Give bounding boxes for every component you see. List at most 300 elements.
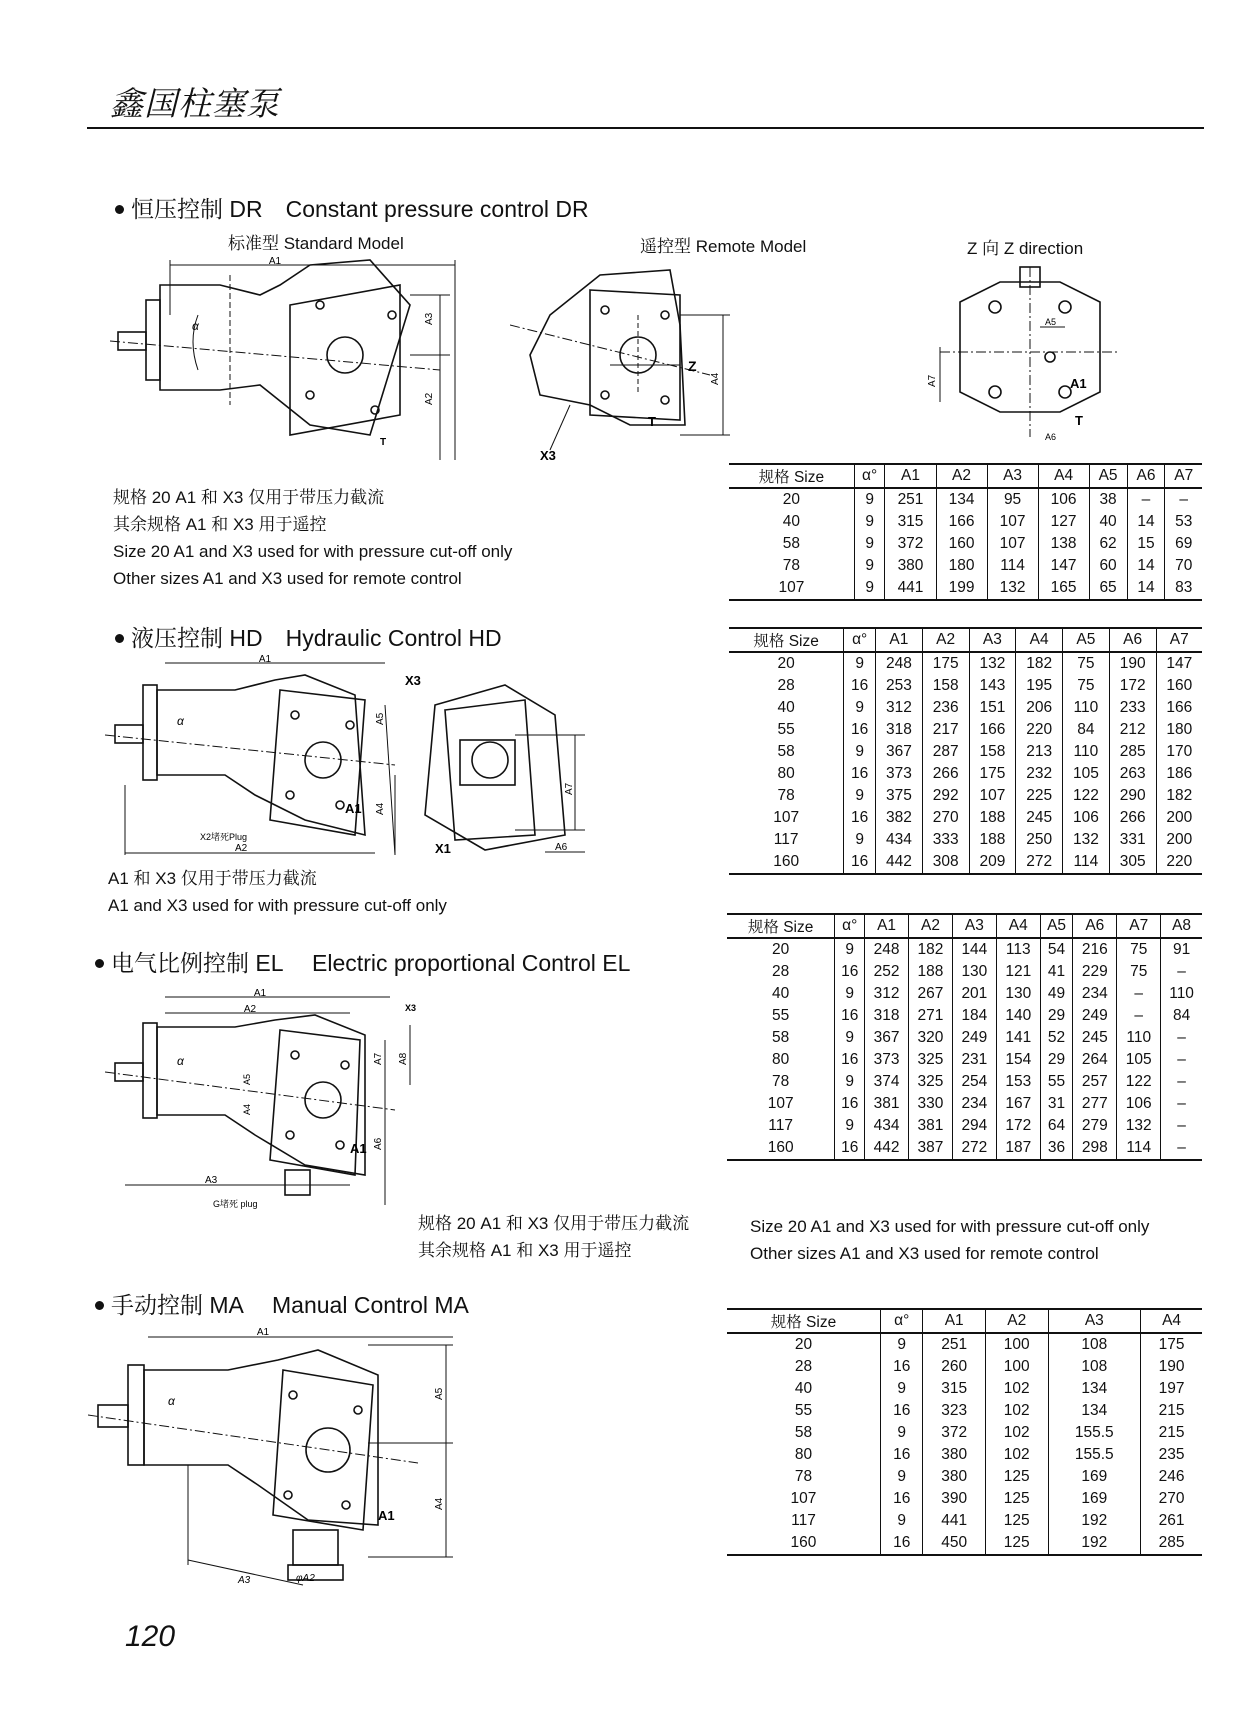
table-header-cell: A3 xyxy=(952,914,996,938)
table-cell: 64 xyxy=(1040,1115,1073,1137)
table-cell: 105 xyxy=(1117,1049,1161,1071)
table-cell: 29 xyxy=(1040,1049,1073,1071)
table-cell: 9 xyxy=(844,741,876,763)
table-cell: 9 xyxy=(844,697,876,719)
table-header-cell: A4 xyxy=(1141,1309,1202,1333)
hd-note-line: A1 and X3 used for with pressure cut-off only xyxy=(108,896,447,915)
table-cell: 9 xyxy=(835,938,865,961)
table-cell: 182 xyxy=(1016,652,1063,675)
table-cell: 102 xyxy=(985,1378,1048,1400)
table-cell: 16 xyxy=(835,1049,865,1071)
table-cell: 381 xyxy=(909,1115,953,1137)
table-cell: 147 xyxy=(1166,655,1193,672)
table-cell: 144 xyxy=(952,938,996,961)
table-cell: 245 xyxy=(1073,1027,1117,1049)
table-cell: 132 xyxy=(987,577,1038,600)
table-row xyxy=(727,1466,1202,1488)
table-cell: 175 xyxy=(969,763,1016,785)
table-cell: 49 xyxy=(1040,983,1073,1005)
el-port-label-a1: A1 xyxy=(350,1141,367,1156)
table-cell: 294 xyxy=(952,1115,996,1137)
table-cell: 279 xyxy=(1073,1115,1117,1137)
hd-port-label-a1: A1 xyxy=(345,801,362,816)
table-cell: 110 xyxy=(1117,1027,1161,1049)
table-cell: 308 xyxy=(922,851,969,874)
dr-notes xyxy=(113,484,512,592)
table-cell: 107 xyxy=(969,785,1016,807)
table-cell: 285 xyxy=(1109,741,1156,763)
table-header-cell: A7 xyxy=(1117,914,1161,938)
table-cell: 442 xyxy=(865,1137,909,1160)
table-cell: – xyxy=(1177,1051,1186,1068)
port-label-t-z: T xyxy=(1075,413,1083,428)
table-row xyxy=(729,719,1202,741)
table-cell: 75 xyxy=(1063,675,1110,697)
table-cell: 172 xyxy=(996,1115,1040,1137)
table-cell: 160 xyxy=(729,851,844,874)
hd-port-label-x3: X3 xyxy=(405,673,421,688)
table-cell: 132 xyxy=(969,652,1016,675)
table-cell: 78 xyxy=(727,1466,880,1488)
table-row xyxy=(729,652,1202,675)
table-header-cell: A2 xyxy=(922,628,969,652)
hd-drawing xyxy=(105,655,595,860)
table-row xyxy=(727,1378,1202,1400)
table-cell: 20 xyxy=(729,488,854,511)
table-row xyxy=(727,983,1202,1005)
table-cell: – xyxy=(1177,1117,1186,1134)
dim-label-a5-z: A5 xyxy=(1045,317,1057,327)
table-cell: 16 xyxy=(880,1444,922,1466)
table-cell: 58 xyxy=(727,1422,880,1444)
table-cell: 298 xyxy=(1073,1137,1117,1160)
ma-drawing xyxy=(88,1325,463,1605)
table-cell: 107 xyxy=(729,577,854,600)
table-cell: – xyxy=(1177,1073,1186,1090)
table-cell: 257 xyxy=(1073,1071,1117,1093)
table-cell: 110 xyxy=(1063,741,1110,763)
dr-note-line: 规格 20 A1 和 X3 仅用于带压力截流 xyxy=(113,488,385,507)
table-cell: 9 xyxy=(854,488,885,511)
table-cell: 331 xyxy=(1109,829,1156,851)
table-cell: 102 xyxy=(985,1422,1048,1444)
dim-label-a2: A2 xyxy=(424,392,435,405)
table-cell: 9 xyxy=(880,1422,922,1444)
table-cell: 175 xyxy=(1158,1336,1185,1353)
table-cell: 141 xyxy=(996,1027,1040,1049)
table-cell: 213 xyxy=(1016,741,1063,763)
table-cell: 315 xyxy=(885,511,936,533)
el-dim-label-a7: A7 xyxy=(373,1052,384,1065)
table-cell: 134 xyxy=(936,488,987,511)
dr-remote-drawing xyxy=(510,255,740,460)
table-cell: 9 xyxy=(844,652,876,675)
el-dim-label-a6: A6 xyxy=(373,1137,384,1150)
table-cell: 169 xyxy=(1048,1466,1141,1488)
table-cell: 28 xyxy=(727,961,835,983)
table-cell: 182 xyxy=(1166,787,1193,804)
table-cell: 184 xyxy=(952,1005,996,1027)
table-cell: 180 xyxy=(1166,721,1193,738)
table-cell: 40 xyxy=(727,1378,880,1400)
table-cell: 31 xyxy=(1040,1093,1073,1115)
dr-standard-caption: 标准型 Standard Model xyxy=(228,234,404,253)
table-cell: 434 xyxy=(865,1115,909,1137)
port-label-a1-z: A1 xyxy=(1070,376,1087,391)
el-note-line: 规格 20 A1 和 X3 仅用于带压力截流 xyxy=(418,1214,690,1233)
table-header-cell: A3 xyxy=(1048,1309,1141,1333)
dr-dimension-table xyxy=(729,463,1202,601)
el-dimension-table xyxy=(727,913,1202,1161)
table-cell: 305 xyxy=(1109,851,1156,874)
table-cell: 134 xyxy=(1048,1400,1141,1422)
table-header-cell: A7 xyxy=(1165,464,1202,488)
bullet-icon xyxy=(115,634,124,643)
table-header-row xyxy=(727,914,1202,938)
table-header-cell: A4 xyxy=(1038,464,1089,488)
dim-label-a4: A4 xyxy=(710,372,721,385)
table-cell: 236 xyxy=(922,697,969,719)
table-cell: 83 xyxy=(1165,577,1202,600)
table-header-cell: A6 xyxy=(1109,628,1156,652)
table-cell: 38 xyxy=(1089,488,1127,511)
table-cell: – xyxy=(1177,1029,1186,1046)
table-row xyxy=(727,1071,1202,1093)
table-cell: 106 xyxy=(1063,807,1110,829)
table-cell: 441 xyxy=(885,577,936,600)
section-title-hd xyxy=(115,620,502,653)
table-row xyxy=(727,1400,1202,1422)
dr-standard-drawing xyxy=(110,255,470,470)
dr-zdir-caption: Z 向 Z direction xyxy=(967,239,1084,258)
table-cell: 16 xyxy=(880,1400,922,1422)
ma-dim-label-phi-a2: φA2 xyxy=(296,1573,315,1584)
table-header-cell: A2 xyxy=(936,464,987,488)
port-label-t-remote: T xyxy=(648,414,656,429)
el-plug-label: G堵死 plug xyxy=(213,1199,258,1209)
table-cell: 140 xyxy=(996,1005,1040,1027)
table-cell: 192 xyxy=(1048,1532,1141,1555)
table-row xyxy=(729,488,1202,511)
table-cell: 367 xyxy=(865,1027,909,1049)
ma-dim-label-a1: A1 xyxy=(256,1327,270,1338)
table-cell: 266 xyxy=(1109,807,1156,829)
table-cell: 175 xyxy=(922,652,969,675)
table-cell: 154 xyxy=(996,1049,1040,1071)
table-cell: 235 xyxy=(1158,1446,1185,1463)
table-cell: 69 xyxy=(1175,535,1193,552)
table-header-cell: A5 xyxy=(1063,628,1110,652)
section-title-dr xyxy=(115,191,589,224)
table-cell: 107 xyxy=(987,511,1038,533)
table-row xyxy=(729,785,1202,807)
table-header-cell: α° xyxy=(835,914,865,938)
table-cell: 318 xyxy=(865,1005,909,1027)
dr-title-text: 恒压控制 DR Constant pressure control DR xyxy=(131,196,589,222)
bullet-icon xyxy=(95,1301,104,1310)
table-cell: 16 xyxy=(835,1005,865,1027)
el-notes-cn xyxy=(418,1210,689,1264)
table-cell: 14 xyxy=(1127,555,1165,577)
table-cell: 158 xyxy=(922,675,969,697)
table-row xyxy=(729,851,1202,874)
table-cell: 107 xyxy=(729,807,844,829)
table-cell: 200 xyxy=(1166,809,1193,826)
table-cell: 250 xyxy=(1016,829,1063,851)
table-cell: 270 xyxy=(1158,1490,1185,1507)
table-cell: 367 xyxy=(876,741,923,763)
table-cell: 387 xyxy=(909,1137,953,1160)
table-cell: 84 xyxy=(1172,1007,1191,1024)
table-cell: 220 xyxy=(1156,851,1202,874)
table-cell: 28 xyxy=(727,1356,880,1378)
table-header-cell: A4 xyxy=(996,914,1040,938)
table-cell: 9 xyxy=(844,829,876,851)
hd-dim-label-a7: A7 xyxy=(564,782,575,795)
table-cell: 325 xyxy=(909,1049,953,1071)
table-cell: 58 xyxy=(727,1027,835,1049)
table-cell: 320 xyxy=(909,1027,953,1049)
el-dim-label-a3: A3 xyxy=(205,1175,218,1186)
table-cell: 107 xyxy=(987,533,1038,555)
table-cell: 167 xyxy=(996,1093,1040,1115)
table-cell: 442 xyxy=(876,851,923,874)
table-cell: 16 xyxy=(844,763,876,785)
table-row xyxy=(729,533,1202,555)
table-cell: – xyxy=(1117,983,1161,1005)
table-row xyxy=(727,1005,1202,1027)
hd-plug-label: X2堵死Plug xyxy=(200,832,248,842)
z-arrow-label: Z xyxy=(688,358,697,374)
table-cell: 206 xyxy=(1016,697,1063,719)
table-cell: 172 xyxy=(1109,675,1156,697)
table-cell: 80 xyxy=(729,763,844,785)
table-cell: 9 xyxy=(835,1027,865,1049)
table-cell: 200 xyxy=(1166,831,1193,848)
table-row xyxy=(729,511,1202,533)
table-cell: 270 xyxy=(922,807,969,829)
table-cell: 91 xyxy=(1172,941,1191,958)
table-cell: 9 xyxy=(880,1333,922,1356)
table-cell: 113 xyxy=(996,938,1040,961)
table-cell: 312 xyxy=(876,697,923,719)
table-cell: 28 xyxy=(729,675,844,697)
hd-note-line: A1 和 X3 仅用于带压力截流 xyxy=(108,869,317,888)
angle-label: α xyxy=(192,319,199,333)
table-cell: 330 xyxy=(909,1093,953,1115)
table-cell: 234 xyxy=(952,1093,996,1115)
hd-dim-label-a4: A4 xyxy=(375,802,386,815)
table-header-cell: α° xyxy=(854,464,885,488)
table-row xyxy=(727,1137,1202,1160)
table-cell: 9 xyxy=(854,555,885,577)
table-cell: 75 xyxy=(1117,961,1161,983)
table-cell: 58 xyxy=(729,533,854,555)
dim-label-a7-z: A7 xyxy=(927,374,938,387)
table-cell: 114 xyxy=(1063,851,1110,874)
table-cell: 65 xyxy=(1089,577,1127,600)
table-row xyxy=(727,1510,1202,1532)
table-cell: 267 xyxy=(909,983,953,1005)
table-cell: 16 xyxy=(880,1488,922,1510)
table-row xyxy=(729,763,1202,785)
port-label-t: T xyxy=(380,437,387,448)
port-label-x3: X3 xyxy=(540,448,556,460)
table-cell: – xyxy=(1127,488,1165,511)
table-cell: 40 xyxy=(1089,511,1127,533)
ma-dim-label-a3: A3 xyxy=(238,1575,251,1586)
table-row xyxy=(727,1027,1202,1049)
table-cell: 20 xyxy=(729,652,844,675)
table-header-cell: 规格 Size xyxy=(729,628,844,652)
hd-dim-label-a6: A6 xyxy=(555,842,568,853)
hd-port-label-x1: X1 xyxy=(435,841,451,856)
el-note-line: 其余规格 A1 和 X3 用于遥控 xyxy=(418,1241,632,1260)
table-cell: 114 xyxy=(1117,1137,1161,1160)
table-cell: 9 xyxy=(854,511,885,533)
table-cell: 102 xyxy=(985,1444,1048,1466)
table-cell: 190 xyxy=(1158,1358,1185,1375)
table-cell: 29 xyxy=(1040,1005,1073,1027)
table-row xyxy=(729,555,1202,577)
table-cell: 380 xyxy=(885,555,936,577)
table-cell: 106 xyxy=(1117,1093,1161,1115)
table-cell: 233 xyxy=(1109,697,1156,719)
table-cell: 232 xyxy=(1016,763,1063,785)
el-dim-label-a1: A1 xyxy=(253,988,267,999)
table-cell: – xyxy=(1161,1137,1202,1160)
table-cell: 40 xyxy=(727,983,835,1005)
table-header-cell: A4 xyxy=(1016,628,1063,652)
table-cell: 75 xyxy=(1117,938,1161,961)
table-row xyxy=(729,675,1202,697)
table-cell: 84 xyxy=(1063,719,1110,741)
table-cell: 166 xyxy=(969,719,1016,741)
section-title-el xyxy=(95,945,630,978)
table-cell: 122 xyxy=(1063,785,1110,807)
table-cell: 36 xyxy=(1040,1137,1073,1160)
table-row xyxy=(727,1333,1202,1356)
table-cell: 153 xyxy=(996,1071,1040,1093)
table-header-cell: α° xyxy=(844,628,876,652)
table-cell: 20 xyxy=(727,1333,880,1356)
el-note-line: Size 20 A1 and X3 used for with pressure cut-off only xyxy=(750,1217,1150,1236)
table-row xyxy=(727,1422,1202,1444)
table-cell: 215 xyxy=(1158,1402,1185,1419)
table-cell: 16 xyxy=(880,1356,922,1378)
table-cell: 375 xyxy=(876,785,923,807)
table-cell: 254 xyxy=(952,1071,996,1093)
table-row xyxy=(727,1356,1202,1378)
table-cell: 380 xyxy=(923,1466,986,1488)
table-cell: 285 xyxy=(1141,1532,1202,1555)
table-cell: 40 xyxy=(729,697,844,719)
table-cell: 70 xyxy=(1175,557,1193,574)
table-row xyxy=(727,1444,1202,1466)
table-cell: 380 xyxy=(923,1444,986,1466)
table-header-cell: 规格 Size xyxy=(729,464,854,488)
table-header-cell: A5 xyxy=(1089,464,1127,488)
table-cell: 108 xyxy=(1048,1333,1141,1356)
hd-notes xyxy=(108,865,447,919)
table-cell: 166 xyxy=(936,511,987,533)
table-cell: 374 xyxy=(865,1071,909,1093)
table-cell: 251 xyxy=(885,488,936,511)
table-cell: 102 xyxy=(985,1400,1048,1422)
table-cell: – xyxy=(1117,1005,1161,1027)
table-row xyxy=(729,697,1202,719)
table-row xyxy=(727,1115,1202,1137)
table-cell: 138 xyxy=(1038,533,1089,555)
table-cell: 217 xyxy=(922,719,969,741)
table-cell: 248 xyxy=(865,938,909,961)
table-cell: 95 xyxy=(987,488,1038,511)
dim-label-a1: A1 xyxy=(268,256,282,267)
table-cell: 261 xyxy=(1158,1512,1185,1529)
table-cell: 105 xyxy=(1063,763,1110,785)
table-cell: 9 xyxy=(880,1510,922,1532)
table-row xyxy=(727,1093,1202,1115)
table-row xyxy=(727,961,1202,983)
hd-angle-label: α xyxy=(177,714,184,728)
table-header-cell: A6 xyxy=(1073,914,1117,938)
page-number: 120 xyxy=(125,1620,176,1653)
table-cell: 188 xyxy=(969,829,1016,851)
table-cell: 201 xyxy=(952,983,996,1005)
table-cell: – xyxy=(1177,963,1186,980)
table-cell: 80 xyxy=(727,1049,835,1071)
table-cell: 117 xyxy=(727,1115,835,1137)
table-cell: 434 xyxy=(876,829,923,851)
table-cell: 263 xyxy=(1109,763,1156,785)
table-cell: 14 xyxy=(1127,577,1165,600)
table-cell: 54 xyxy=(1040,938,1073,961)
table-cell: 16 xyxy=(844,807,876,829)
table-cell: 225 xyxy=(1016,785,1063,807)
table-cell: 323 xyxy=(923,1400,986,1422)
table-cell: 147 xyxy=(1038,555,1089,577)
table-cell: 108 xyxy=(1048,1356,1141,1378)
table-cell: 199 xyxy=(936,577,987,600)
table-cell: 249 xyxy=(1073,1005,1117,1027)
table-cell: 272 xyxy=(952,1137,996,1160)
table-cell: 277 xyxy=(1073,1093,1117,1115)
table-cell: 312 xyxy=(865,983,909,1005)
table-cell: 186 xyxy=(1166,765,1193,782)
dr-zdir-drawing xyxy=(920,262,1130,442)
table-header-cell: A7 xyxy=(1156,628,1202,652)
table-header-row xyxy=(729,464,1202,488)
table-cell: 325 xyxy=(909,1071,953,1093)
table-cell: 9 xyxy=(844,785,876,807)
table-cell: 155.5 xyxy=(1048,1422,1141,1444)
table-cell: 16 xyxy=(844,675,876,697)
table-cell: 169 xyxy=(1048,1488,1141,1510)
table-cell: 100 xyxy=(985,1356,1048,1378)
table-header-cell: 规格 Size xyxy=(727,1309,880,1333)
table-cell: 372 xyxy=(885,533,936,555)
table-cell: 372 xyxy=(923,1422,986,1444)
table-cell: 9 xyxy=(835,983,865,1005)
table-cell: 209 xyxy=(969,851,1016,874)
table-cell: 160 xyxy=(727,1532,880,1555)
table-cell: 132 xyxy=(1063,829,1110,851)
table-cell: 180 xyxy=(936,555,987,577)
table-cell: 55 xyxy=(727,1400,880,1422)
table-cell: 9 xyxy=(854,577,885,600)
table-cell: 190 xyxy=(1109,652,1156,675)
table-cell: 151 xyxy=(969,697,1016,719)
